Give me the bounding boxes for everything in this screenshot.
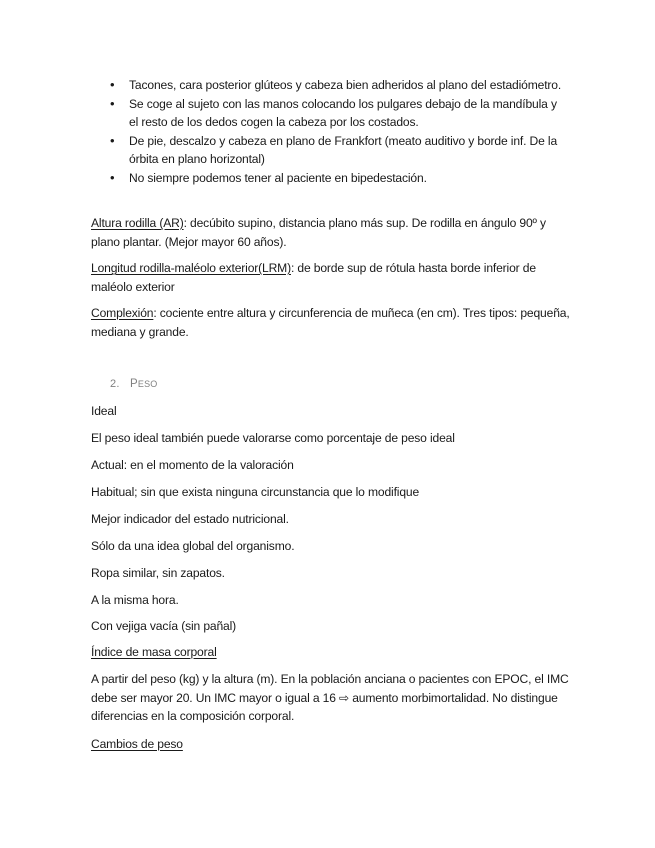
altura-rodilla-term: Altura rodilla (AR) (91, 216, 184, 230)
paragraph: Habitual; sin que exista ninguna circunstancia que lo modifique (91, 485, 420, 499)
list-item-text: No siempre podemos tener al paciente en bipedestación. (129, 170, 427, 185)
complexion-text: : cociente entre altura y circunferencia de muñeca (en cm). Tres tipos: pequeña, mediana y grande. (91, 306, 570, 339)
complexion-term: Complexión (91, 306, 154, 320)
section-number: 2. (110, 378, 120, 390)
paragraph: Actual: en el momento de la valoración (91, 458, 294, 472)
cambios-heading-text: Cambios de peso (91, 737, 183, 751)
paragraph: Sólo da una idea global del organismo. (91, 539, 295, 553)
list-item (0, 132, 655, 169)
imc-heading-text: Índice de masa corporal (91, 645, 217, 659)
paragraph: El peso ideal también puede valorarse como porcentaje de peso ideal (91, 431, 455, 445)
list-item (0, 76, 655, 95)
longitud-term: Longitud rodilla-maléolo exterior(LRM) (91, 261, 291, 275)
paragraph: Con vejiga vacía (sin pañal) (91, 619, 237, 633)
altura-rodilla-paragraph (91, 214, 571, 251)
list-item (0, 169, 655, 188)
section-heading-peso (110, 376, 157, 392)
altura-rodilla-text: : decúbito supino, distancia plano más sup. De rodilla en ángulo 90º y plano plantar. (Mejor mayor 60 años). (91, 216, 546, 249)
paragraph: Mejor indicador del estado nutricional. (91, 512, 289, 526)
section-title-initial: P (130, 378, 138, 390)
bullet-list (0, 76, 655, 187)
imc-heading (91, 643, 571, 662)
bullet-dot: • (110, 77, 115, 92)
paragraph: A la misma hora. (91, 593, 179, 607)
section-title-rest: ESO (137, 379, 158, 389)
list-item-text: De pie, descalzo y cabeza en plano de Frankfort (meato auditivo y borde inf. De la órbita en plano horizontal) (129, 133, 558, 166)
list-item-text: Se coge al sujeto con las manos colocando los pulgares debajo de la mandíbula y el resto de los dedos cogen la cabeza por los costados. (129, 96, 557, 129)
longitud-text: : de borde sup de rótula hasta borde inferior de maléolo exterior (91, 261, 536, 294)
paragraph: Ropa similar, sin zapatos. (91, 566, 225, 580)
paragraph: Ideal (91, 404, 117, 418)
list-item-text: Tacones, cara posterior glúteos y cabeza bien adheridos al plano del estadiómetro. (129, 78, 562, 92)
bullet-dot: • (110, 169, 115, 185)
longitud-paragraph (91, 259, 571, 296)
bullet-dot: • (110, 132, 115, 148)
imc-paragraph: A partir del peso (kg) y la altura (m). En la población anciana o pacientes con EPOC, el IMC debe ser mayor 20. Un IMC mayor o igual a 16 ⇨ aumento morbimortalidad. No distingue diferencias en la composición corporal. (91, 672, 569, 723)
complexion-paragraph (91, 304, 571, 341)
cambios-heading (91, 735, 571, 754)
list-item (0, 95, 655, 132)
bullet-dot: • (110, 95, 115, 111)
